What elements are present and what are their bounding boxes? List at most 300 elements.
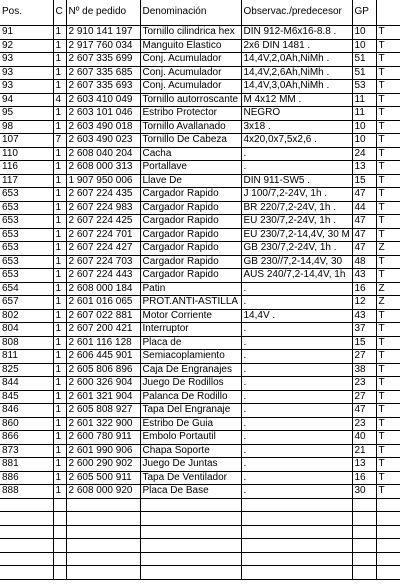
cell-qty [53, 498, 66, 512]
cell-qty [53, 512, 66, 526]
cell-order-number: 2 607 224 435 [66, 188, 140, 202]
empty-row [0, 552, 400, 566]
cell-denomination: Patin [140, 282, 241, 296]
cell-qty: 1 [53, 107, 66, 121]
cell-pos: 881 [0, 458, 53, 472]
cell-order-number: 2 603 490 023 [66, 134, 140, 148]
cell-remarks: 14,4V . [241, 309, 352, 323]
cell-qty: 1 [53, 255, 66, 269]
cell-denomination [140, 525, 241, 539]
cell-order-number: 2 607 224 443 [66, 269, 140, 283]
cell-order-number: 2 607 335 685 [66, 66, 140, 80]
table-row [0, 188, 400, 202]
table-row [0, 147, 400, 161]
cell-remarks: EU 230/7,2-14,4V, 30 M [241, 228, 352, 242]
cell-type: T [376, 215, 400, 229]
cell-order-number: 2 917 760 034 [66, 39, 140, 53]
cell-type: T [376, 444, 400, 458]
table-row [0, 26, 400, 40]
table-row [0, 390, 400, 404]
cell-denomination: Estribo Protector [140, 107, 241, 121]
cell-gp: 16 [352, 282, 376, 296]
empty-row [0, 498, 400, 512]
cell-denomination: Caja De Engranajes [140, 363, 241, 377]
cell-pos: 93 [0, 80, 53, 94]
table-row [0, 458, 400, 472]
cell-order-number: 2 601 990 906 [66, 444, 140, 458]
cell-gp: 43 [352, 269, 376, 283]
cell-type: T [376, 26, 400, 40]
cell-gp [352, 552, 376, 566]
cell-denomination: Conj. Acumulador [140, 53, 241, 67]
cell-gp: 30 [352, 485, 376, 499]
cell-denomination: Tornillo cilindrica hex [140, 26, 241, 40]
cell-remarks: EU 230/7,2-24V, 1h . [241, 215, 352, 229]
cell-pos: 91 [0, 26, 53, 40]
header-remarks: Observac./predecesor [241, 0, 352, 26]
cell-type: T [376, 404, 400, 418]
cell-type [376, 512, 400, 526]
cell-remarks: 4x20,0x7,5x2,6 . [241, 134, 352, 148]
cell-qty: 1 [53, 39, 66, 53]
cell-gp: 10 [352, 39, 376, 53]
cell-order-number: 2 605 500 911 [66, 471, 140, 485]
cell-type: T [376, 39, 400, 53]
cell-denomination: Estribo De Guia [140, 417, 241, 431]
cell-order-number: 2 603 410 049 [66, 93, 140, 107]
cell-type: T [376, 458, 400, 472]
cell-type: T [376, 471, 400, 485]
cell-gp: 10 [352, 26, 376, 40]
cell-order-number [66, 525, 140, 539]
cell-qty [53, 552, 66, 566]
table-row [0, 201, 400, 215]
cell-remarks [241, 512, 352, 526]
table-row [0, 282, 400, 296]
cell-qty: 1 [53, 458, 66, 472]
cell-remarks: J 100/7,2-24V, 1h . [241, 188, 352, 202]
table-row [0, 255, 400, 269]
cell-gp: 47 [352, 404, 376, 418]
cell-order-number: 2 607 224 703 [66, 255, 140, 269]
cell-type [376, 539, 400, 553]
cell-qty: 1 [53, 269, 66, 283]
cell-remarks: . [241, 431, 352, 445]
cell-type: T [376, 417, 400, 431]
cell-denomination: Tapa Del Engranaje [140, 404, 241, 418]
cell-gp: 16 [352, 471, 376, 485]
cell-type: T [376, 161, 400, 175]
cell-qty: 1 [53, 26, 66, 40]
cell-pos [0, 498, 53, 512]
cell-remarks: . [241, 336, 352, 350]
cell-gp: 10 [352, 120, 376, 134]
cell-qty: 1 [53, 323, 66, 337]
cell-denomination: Palanca De Rodillo [140, 390, 241, 404]
cell-qty: 1 [53, 228, 66, 242]
cell-qty: 1 [53, 53, 66, 67]
cell-gp: 47 [352, 242, 376, 256]
cell-denomination [140, 566, 241, 580]
cell-type: T [376, 431, 400, 445]
cell-order-number: 2 608 040 204 [66, 147, 140, 161]
table-row [0, 377, 400, 391]
cell-order-number: 2 603 490 018 [66, 120, 140, 134]
cell-type: T [376, 174, 400, 188]
cell-type: T [376, 201, 400, 215]
cell-order-number: 2 601 116 128 [66, 336, 140, 350]
cell-gp [352, 566, 376, 580]
cell-denomination: Semiacoplamiento [140, 350, 241, 364]
cell-qty [53, 539, 66, 553]
cell-qty: 1 [53, 404, 66, 418]
table-row [0, 66, 400, 80]
cell-order-number: 2 607 335 693 [66, 80, 140, 94]
header-type [376, 0, 400, 26]
cell-remarks: NEGRO [241, 107, 352, 121]
cell-gp: 44 [352, 201, 376, 215]
cell-type [376, 566, 400, 580]
cell-remarks: . [241, 471, 352, 485]
table-row [0, 309, 400, 323]
cell-remarks: . [241, 485, 352, 499]
cell-remarks: GB 230//7,2-14,4V, 30 [241, 255, 352, 269]
cell-remarks: . [241, 282, 352, 296]
cell-pos [0, 539, 53, 553]
cell-pos: 93 [0, 66, 53, 80]
cell-type: T [376, 336, 400, 350]
cell-remarks: . [241, 377, 352, 391]
cell-gp: 27 [352, 390, 376, 404]
cell-gp: 47 [352, 188, 376, 202]
cell-type: T [376, 107, 400, 121]
cell-qty: 1 [53, 201, 66, 215]
cell-type: Z [376, 242, 400, 256]
cell-pos: 653 [0, 215, 53, 229]
cell-remarks: 2x6 DIN 1481 . [241, 39, 352, 53]
cell-pos: 653 [0, 201, 53, 215]
cell-order-number: 2 607 224 983 [66, 201, 140, 215]
cell-qty [53, 525, 66, 539]
header-row [0, 0, 400, 26]
table-row [0, 215, 400, 229]
cell-denomination: Motor Corriente [140, 309, 241, 323]
cell-gp: 37 [352, 323, 376, 337]
cell-gp: 38 [352, 363, 376, 377]
cell-pos: 653 [0, 228, 53, 242]
cell-pos: 98 [0, 120, 53, 134]
cell-remarks: . [241, 417, 352, 431]
cell-denomination: Tornillo Avallanado [140, 120, 241, 134]
cell-order-number: 2 608 000 313 [66, 161, 140, 175]
cell-remarks: . [241, 323, 352, 337]
cell-order-number [66, 552, 140, 566]
cell-qty: 1 [53, 377, 66, 391]
cell-remarks [241, 498, 352, 512]
cell-gp: 23 [352, 417, 376, 431]
cell-remarks: . [241, 147, 352, 161]
cell-gp: 23 [352, 377, 376, 391]
cell-denomination: Cargador Rapido [140, 255, 241, 269]
cell-pos: 808 [0, 336, 53, 350]
table-row [0, 431, 400, 445]
cell-order-number [66, 539, 140, 553]
cell-pos: 117 [0, 174, 53, 188]
cell-denomination: Manguito Elastico [140, 39, 241, 53]
cell-gp: 47 [352, 228, 376, 242]
cell-qty: 1 [53, 174, 66, 188]
cell-gp: 13 [352, 161, 376, 175]
table-row [0, 120, 400, 134]
table-row [0, 107, 400, 121]
cell-gp: 11 [352, 93, 376, 107]
cell-remarks: . [241, 350, 352, 364]
cell-pos: 95 [0, 107, 53, 121]
cell-denomination: Juego De Juntas [140, 458, 241, 472]
table-row [0, 471, 400, 485]
cell-pos: 845 [0, 390, 53, 404]
table-row [0, 161, 400, 175]
cell-pos: 888 [0, 485, 53, 499]
cell-denomination: Cargador Rapido [140, 215, 241, 229]
cell-pos: 657 [0, 296, 53, 310]
table-row [0, 80, 400, 94]
table-row [0, 242, 400, 256]
cell-denomination: Tapa De Ventilador [140, 471, 241, 485]
cell-denomination: PROT.ANTI-ASTILLA [140, 296, 241, 310]
cell-denomination: Placa de [140, 336, 241, 350]
cell-remarks [241, 525, 352, 539]
cell-denomination [140, 512, 241, 526]
cell-denomination: Llave De [140, 174, 241, 188]
cell-type [376, 525, 400, 539]
cell-qty: 1 [53, 242, 66, 256]
cell-remarks: . [241, 161, 352, 175]
cell-pos: 860 [0, 417, 53, 431]
cell-order-number: 2 607 022 881 [66, 309, 140, 323]
cell-remarks: DIN 911-SW5 . [241, 174, 352, 188]
cell-type [376, 498, 400, 512]
cell-gp: 53 [352, 80, 376, 94]
cell-gp [352, 539, 376, 553]
cell-order-number: 2 607 335 699 [66, 53, 140, 67]
cell-remarks: . [241, 363, 352, 377]
table-row [0, 485, 400, 499]
cell-type: T [376, 147, 400, 161]
cell-pos: 653 [0, 255, 53, 269]
cell-order-number: 2 607 224 701 [66, 228, 140, 242]
cell-pos: 653 [0, 269, 53, 283]
cell-qty: 4 [53, 93, 66, 107]
cell-qty: 1 [53, 363, 66, 377]
cell-gp [352, 525, 376, 539]
header-gp: GP [352, 0, 376, 26]
cell-pos: 653 [0, 188, 53, 202]
cell-pos: 844 [0, 377, 53, 391]
cell-type: Z [376, 296, 400, 310]
header-order-number: Nº de pedido [66, 0, 140, 26]
cell-denomination: Tornillo De Cabeza [140, 134, 241, 148]
table-row [0, 444, 400, 458]
cell-qty: 1 [53, 350, 66, 364]
cell-denomination: Cargador Rapido [140, 242, 241, 256]
cell-gp: 40 [352, 431, 376, 445]
cell-pos: 811 [0, 350, 53, 364]
cell-qty: 1 [53, 336, 66, 350]
cell-remarks: DIN 912-M6x16-8.8 . [241, 26, 352, 40]
cell-type: T [376, 323, 400, 337]
cell-type: T [376, 66, 400, 80]
cell-denomination: Embolo Portautil [140, 431, 241, 445]
empty-row [0, 539, 400, 553]
cell-pos: 886 [0, 471, 53, 485]
cell-denomination: Cacha [140, 147, 241, 161]
cell-denomination: Cargador Rapido [140, 188, 241, 202]
table-row [0, 323, 400, 337]
cell-qty: 1 [53, 309, 66, 323]
cell-gp: 51 [352, 53, 376, 67]
cell-pos: 825 [0, 363, 53, 377]
table-row [0, 53, 400, 67]
cell-remarks: . [241, 444, 352, 458]
empty-row [0, 566, 400, 580]
cell-type: T [376, 377, 400, 391]
cell-qty: 1 [53, 282, 66, 296]
cell-pos [0, 512, 53, 526]
cell-pos: 846 [0, 404, 53, 418]
cell-qty: 1 [53, 215, 66, 229]
cell-denomination: Juego De Rodillos [140, 377, 241, 391]
cell-type: T [376, 228, 400, 242]
cell-order-number: 2 603 101 046 [66, 107, 140, 121]
table-row [0, 404, 400, 418]
cell-order-number: 2 910 141 197 [66, 26, 140, 40]
cell-pos [0, 566, 53, 580]
cell-order-number [66, 512, 140, 526]
cell-denomination: Conj. Acumulador [140, 66, 241, 80]
empty-row [0, 525, 400, 539]
cell-gp: 12 [352, 296, 376, 310]
cell-order-number: 2 608 000 920 [66, 485, 140, 499]
cell-denomination [140, 539, 241, 553]
cell-order-number: 2 600 780 911 [66, 431, 140, 445]
cell-type: T [376, 188, 400, 202]
cell-gp [352, 512, 376, 526]
cell-denomination: Chapa Soporte [140, 444, 241, 458]
cell-gp: 15 [352, 174, 376, 188]
cell-qty: 1 [53, 471, 66, 485]
cell-denomination: Interruptor [140, 323, 241, 337]
cell-order-number: 2 607 224 427 [66, 242, 140, 256]
cell-type: T [376, 390, 400, 404]
cell-remarks: . [241, 390, 352, 404]
cell-remarks [241, 539, 352, 553]
table-row [0, 39, 400, 53]
table-row [0, 269, 400, 283]
cell-denomination: Conj. Acumulador [140, 80, 241, 94]
cell-pos: 866 [0, 431, 53, 445]
cell-denomination: Tornillo autorroscante [140, 93, 241, 107]
cell-gp: 24 [352, 147, 376, 161]
table-row [0, 296, 400, 310]
cell-denomination: Cargador Rapido [140, 269, 241, 283]
cell-pos: 92 [0, 39, 53, 53]
cell-gp: 51 [352, 66, 376, 80]
cell-order-number: 2 605 808 927 [66, 404, 140, 418]
cell-qty: 1 [53, 147, 66, 161]
cell-remarks: . [241, 296, 352, 310]
header-qty: C [53, 0, 66, 26]
header-pos: Pos. [0, 0, 53, 26]
cell-type: T [376, 93, 400, 107]
cell-order-number: 2 607 224 425 [66, 215, 140, 229]
cell-order-number: 2 601 322 900 [66, 417, 140, 431]
cell-denomination: Cargador Rapido [140, 228, 241, 242]
cell-order-number: 2 601 321 904 [66, 390, 140, 404]
cell-type [376, 552, 400, 566]
cell-qty: 1 [53, 390, 66, 404]
cell-type: T [376, 269, 400, 283]
cell-pos: 654 [0, 282, 53, 296]
cell-pos [0, 525, 53, 539]
cell-order-number: 2 607 200 421 [66, 323, 140, 337]
table-row [0, 93, 400, 107]
cell-type: T [376, 53, 400, 67]
cell-pos: 804 [0, 323, 53, 337]
cell-qty: 1 [53, 417, 66, 431]
cell-pos: 93 [0, 53, 53, 67]
cell-pos [0, 552, 53, 566]
table-row [0, 228, 400, 242]
cell-type: T [376, 363, 400, 377]
cell-qty: 1 [53, 80, 66, 94]
cell-remarks: M 4x12 MM . [241, 93, 352, 107]
cell-qty: 1 [53, 431, 66, 445]
cell-order-number: 2 600 290 902 [66, 458, 140, 472]
cell-remarks [241, 566, 352, 580]
cell-denomination [140, 552, 241, 566]
cell-remarks: 14,4V,2,0Ah,NiMh . [241, 53, 352, 67]
empty-row [0, 512, 400, 526]
cell-type: T [376, 309, 400, 323]
cell-gp: 21 [352, 444, 376, 458]
cell-gp: 11 [352, 107, 376, 121]
cell-gp: 10 [352, 134, 376, 148]
cell-order-number: 1 907 950 006 [66, 174, 140, 188]
cell-remarks: GB 230/7,2-24V, 1h . [241, 242, 352, 256]
table-row [0, 350, 400, 364]
cell-gp: 43 [352, 309, 376, 323]
cell-denomination: Cargador Rapido [140, 201, 241, 215]
table-row [0, 134, 400, 148]
cell-qty: 1 [53, 444, 66, 458]
cell-order-number [66, 566, 140, 580]
cell-pos: 94 [0, 93, 53, 107]
cell-pos: 873 [0, 444, 53, 458]
cell-remarks: 3x18 . [241, 120, 352, 134]
cell-qty: 1 [53, 296, 66, 310]
cell-order-number [66, 498, 140, 512]
cell-type: T [376, 485, 400, 499]
cell-remarks: 14,4V,3,0Ah,NiMh . [241, 80, 352, 94]
cell-qty: 7 [53, 134, 66, 148]
cell-remarks: BR 220/7,2-24V, 1h . [241, 201, 352, 215]
cell-type: T [376, 350, 400, 364]
cell-gp: 47 [352, 215, 376, 229]
cell-qty: 1 [53, 66, 66, 80]
header-denomination: Denominación [140, 0, 241, 26]
cell-pos: 107 [0, 134, 53, 148]
